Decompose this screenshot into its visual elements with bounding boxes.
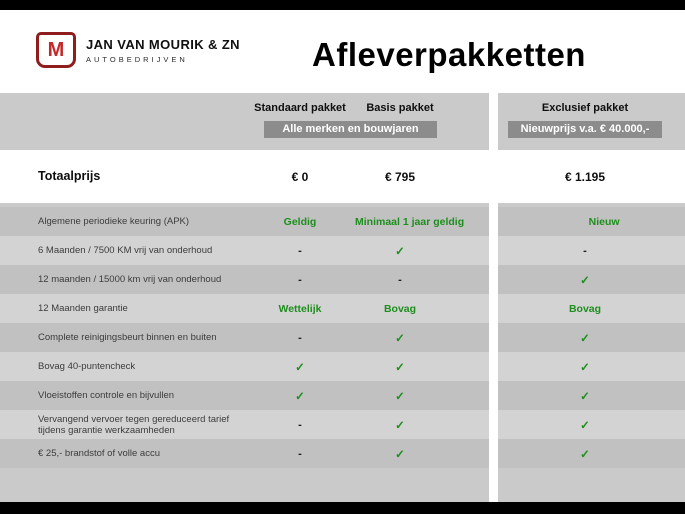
row-label: € 25,- brandstof of volle accu [38,448,160,459]
exclusief-price-badge: Nieuwprijs v.a. € 40.000,- [508,121,662,138]
page-title: Afleverpakketten [312,36,586,73]
check-icon: ✓ [580,448,590,461]
check-icon: ✓ [580,361,590,374]
company-subtitle: AUTOBEDRIJVEN [86,54,188,64]
price-exclusief: € 1.195 [564,169,606,184]
check-icon: ✓ [580,274,590,287]
check-icon: ✓ [395,419,405,432]
column-header-basis: Basis pakket [366,102,434,114]
check-icon: ✓ [295,390,305,403]
row-label: 12 Maanden garantie [38,303,128,314]
table-row [0,410,685,439]
value-exclusief: - [583,244,587,257]
column-separator [489,93,498,502]
value-standaard: Geldig [283,215,317,228]
value-standaard: - [298,273,302,286]
table-row [0,352,685,381]
table-row [0,294,685,323]
check-icon: ✓ [395,390,405,403]
row-label: 6 Maanden / 7500 KM vrij van onderhoud [38,245,213,256]
check-icon: ✓ [395,361,405,374]
company-logo [36,32,240,68]
table-header [0,93,685,150]
table-row [0,381,685,410]
table-row [0,323,685,352]
row-label: Bovag 40-puntencheck [38,361,136,372]
check-icon: ✓ [295,361,305,374]
check-icon: ✓ [580,332,590,345]
price-standaard: € 0 [291,169,309,184]
check-icon: ✓ [395,332,405,345]
row-label: Algemene periodieke keuring (APK) [38,216,190,227]
check-icon: ✓ [395,448,405,461]
package-comparison-table [0,93,685,502]
row-label: 12 maanden / 15000 km vrij van onderhoud [38,274,222,285]
row-label: Vervangend vervoer tegen gereduceerd tarief tijdens garantie werkzaamheden [38,413,230,436]
header [0,10,685,93]
value-standaard: - [298,447,302,460]
column-header-standaard: Standaard pakket [254,102,346,114]
check-icon: ✓ [580,390,590,403]
company-name: JAN VAN MOURIK & ZN [86,36,240,52]
price-row-label: Totaalprijs [38,169,101,183]
price-row [0,150,685,203]
top-bar [0,0,685,10]
column-header-exclusief: Exclusief pakket [541,102,629,114]
value-basis: Minimaal 1 jaar geldig [355,215,465,228]
check-icon: ✓ [395,245,405,258]
logo-monogram: M [47,39,65,61]
table-row [0,207,685,236]
price-basis: € 795 [384,169,416,184]
table-row [0,439,685,468]
row-label: Complete reinigingsbeurt binnen en buiten [38,332,217,343]
table-row [0,265,685,294]
value-standaard: - [298,331,302,344]
bottom-bar [0,502,685,514]
table-row [0,236,685,265]
logo-text [86,37,240,64]
row-label: Vloeistoffen controle en bijvullen [38,390,175,401]
shared-columns-badge: Alle merken en bouwjaren [264,121,437,138]
value-standaard: - [298,244,302,257]
value-standaard: Wettelijk [278,302,322,315]
value-standaard: - [298,418,302,431]
value-exclusief: Nieuw [588,215,620,228]
check-icon: ✓ [580,419,590,432]
value-basis: Bovag [383,302,417,315]
logo-m-icon [36,32,76,68]
value-basis: - [398,273,402,286]
value-exclusief: Bovag [568,302,602,315]
